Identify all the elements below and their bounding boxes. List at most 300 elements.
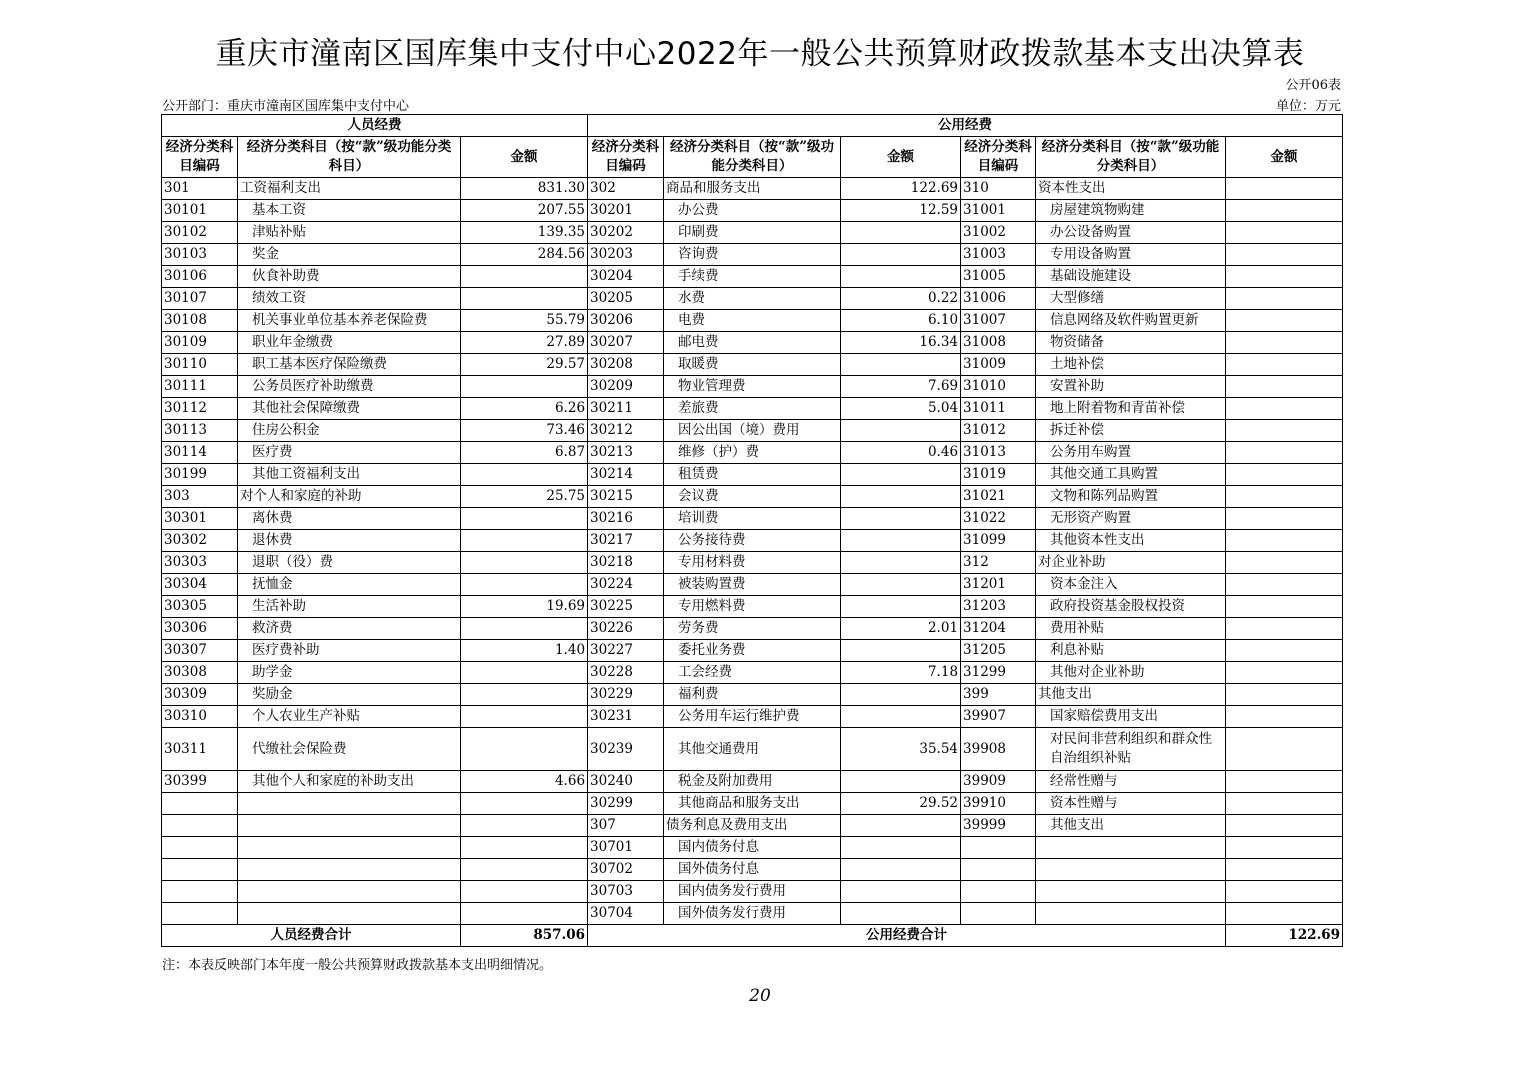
name-cell: 个人农业生产补贴 bbox=[238, 706, 461, 728]
amount-cell bbox=[1226, 640, 1343, 662]
name-cell: 经常性赠与 bbox=[1036, 771, 1226, 793]
table-row bbox=[162, 508, 1343, 530]
name-cell: 对个人和家庭的补助 bbox=[238, 486, 461, 508]
code-cell: 30206 bbox=[588, 310, 664, 332]
name-cell: 资本金注入 bbox=[1036, 574, 1226, 596]
code-cell: 31002 bbox=[961, 222, 1036, 244]
code-cell: 30205 bbox=[588, 288, 664, 310]
amount-cell bbox=[461, 881, 588, 903]
amount-cell bbox=[1226, 728, 1343, 771]
name-cell: 其他交通费用 bbox=[664, 728, 841, 771]
code-cell bbox=[961, 903, 1036, 925]
amount-cell: 29.57 bbox=[461, 354, 588, 376]
amount-cell bbox=[1226, 793, 1343, 815]
name-cell: 抚恤金 bbox=[238, 574, 461, 596]
amount-cell bbox=[461, 288, 588, 310]
name-cell: 其他商品和服务支出 bbox=[664, 793, 841, 815]
table-row bbox=[162, 815, 1343, 837]
code-cell: 30212 bbox=[588, 420, 664, 442]
amount-cell bbox=[461, 574, 588, 596]
table-row bbox=[162, 354, 1343, 376]
amount-cell bbox=[1226, 706, 1343, 728]
code-cell: 30208 bbox=[588, 354, 664, 376]
name-cell: 电费 bbox=[664, 310, 841, 332]
code-cell: 30109 bbox=[162, 332, 238, 354]
code-cell: 302 bbox=[588, 178, 664, 200]
code-cell: 30204 bbox=[588, 266, 664, 288]
amount-cell: 12.59 bbox=[841, 200, 961, 222]
name-cell bbox=[238, 881, 461, 903]
table-row bbox=[162, 464, 1343, 486]
table-row bbox=[162, 618, 1343, 640]
name-cell: 职业年金缴费 bbox=[238, 332, 461, 354]
name-cell bbox=[1036, 881, 1226, 903]
table-row bbox=[162, 200, 1343, 222]
amount-cell bbox=[461, 706, 588, 728]
name-cell: 职工基本医疗保险缴费 bbox=[238, 354, 461, 376]
amount-cell bbox=[1226, 552, 1343, 574]
name-cell: 退休费 bbox=[238, 530, 461, 552]
name-cell: 委托业务费 bbox=[664, 640, 841, 662]
code-cell: 30703 bbox=[588, 881, 664, 903]
table-row bbox=[162, 530, 1343, 552]
name-cell: 拆迁补偿 bbox=[1036, 420, 1226, 442]
amount-cell bbox=[841, 574, 961, 596]
name-cell: 公务接待费 bbox=[664, 530, 841, 552]
code-cell: 31299 bbox=[961, 662, 1036, 684]
amount-cell bbox=[1226, 354, 1343, 376]
table-row bbox=[162, 728, 1343, 771]
name-cell: 无形资产购置 bbox=[1036, 508, 1226, 530]
name-cell: 邮电费 bbox=[664, 332, 841, 354]
code-cell bbox=[162, 815, 238, 837]
code-cell: 30308 bbox=[162, 662, 238, 684]
code-cell: 30213 bbox=[588, 442, 664, 464]
name-cell: 工资福利支出 bbox=[238, 178, 461, 200]
name-cell: 基础设施建设 bbox=[1036, 266, 1226, 288]
name-cell: 对企业补助 bbox=[1036, 552, 1226, 574]
name-cell: 福利费 bbox=[664, 684, 841, 706]
code-cell: 307 bbox=[588, 815, 664, 837]
table-row bbox=[162, 178, 1343, 200]
amount-cell bbox=[841, 244, 961, 266]
amount-cell bbox=[841, 266, 961, 288]
name-cell bbox=[1036, 837, 1226, 859]
name-cell: 税金及附加费用 bbox=[664, 771, 841, 793]
code-cell: 30702 bbox=[588, 859, 664, 881]
name-cell: 对民间非营利组织和群众性自治组织补贴 bbox=[1036, 728, 1226, 771]
amount-cell bbox=[1226, 442, 1343, 464]
name-cell: 救济费 bbox=[238, 618, 461, 640]
amount-cell bbox=[1226, 530, 1343, 552]
code-cell: 30309 bbox=[162, 684, 238, 706]
code-cell: 312 bbox=[961, 552, 1036, 574]
code-cell: 30110 bbox=[162, 354, 238, 376]
name-cell: 伙食补助费 bbox=[238, 266, 461, 288]
name-cell: 物资储备 bbox=[1036, 332, 1226, 354]
code-cell: 30112 bbox=[162, 398, 238, 420]
code-cell: 30224 bbox=[588, 574, 664, 596]
code-cell: 39909 bbox=[961, 771, 1036, 793]
amount-cell: 4.66 bbox=[461, 771, 588, 793]
name-cell: 国内债务发行费用 bbox=[664, 881, 841, 903]
code-cell: 30231 bbox=[588, 706, 664, 728]
name-cell: 债务利息及费用支出 bbox=[664, 815, 841, 837]
name-cell: 差旅费 bbox=[664, 398, 841, 420]
amount-cell bbox=[461, 376, 588, 398]
code-cell: 31012 bbox=[961, 420, 1036, 442]
code-cell: 30111 bbox=[162, 376, 238, 398]
name-cell: 公务员医疗补助缴费 bbox=[238, 376, 461, 398]
name-cell: 咨询费 bbox=[664, 244, 841, 266]
name-cell: 助学金 bbox=[238, 662, 461, 684]
amount-cell: 831.30 bbox=[461, 178, 588, 200]
amount-cell bbox=[841, 837, 961, 859]
amount-cell: 73.46 bbox=[461, 420, 588, 442]
code-cell: 31011 bbox=[961, 398, 1036, 420]
code-cell: 31201 bbox=[961, 574, 1036, 596]
table-row bbox=[162, 376, 1343, 398]
name-cell bbox=[1036, 859, 1226, 881]
code-cell: 30214 bbox=[588, 464, 664, 486]
name-cell: 其他支出 bbox=[1036, 815, 1226, 837]
code-cell: 31008 bbox=[961, 332, 1036, 354]
code-cell: 30240 bbox=[588, 771, 664, 793]
name-cell: 其他交通工具购置 bbox=[1036, 464, 1226, 486]
name-cell: 安置补助 bbox=[1036, 376, 1226, 398]
name-cell bbox=[238, 815, 461, 837]
amount-cell bbox=[461, 903, 588, 925]
code-cell: 30310 bbox=[162, 706, 238, 728]
amount-cell bbox=[841, 815, 961, 837]
code-cell bbox=[162, 903, 238, 925]
table-row bbox=[162, 420, 1343, 442]
header-name: 经济分类科目（按“款”级功能分类科目） bbox=[238, 137, 461, 178]
header-name: 经济分类科目（按“款”级功能分类科目） bbox=[664, 137, 841, 178]
amount-cell bbox=[841, 859, 961, 881]
name-cell: 住房公积金 bbox=[238, 420, 461, 442]
amount-cell bbox=[1226, 596, 1343, 618]
amount-cell: 1.40 bbox=[461, 640, 588, 662]
name-cell: 资本性赠与 bbox=[1036, 793, 1226, 815]
table-row bbox=[162, 706, 1343, 728]
amount-cell bbox=[1226, 771, 1343, 793]
code-cell: 30103 bbox=[162, 244, 238, 266]
code-cell: 31019 bbox=[961, 464, 1036, 486]
column-header-row bbox=[162, 137, 1343, 178]
code-cell: 30101 bbox=[162, 200, 238, 222]
code-cell: 30216 bbox=[588, 508, 664, 530]
code-cell: 39910 bbox=[961, 793, 1036, 815]
code-cell: 30113 bbox=[162, 420, 238, 442]
amount-cell bbox=[841, 640, 961, 662]
name-cell: 会议费 bbox=[664, 486, 841, 508]
table-row bbox=[162, 662, 1343, 684]
amount-cell bbox=[841, 464, 961, 486]
amount-cell bbox=[1226, 420, 1343, 442]
code-cell: 30107 bbox=[162, 288, 238, 310]
name-cell: 公务用车运行维护费 bbox=[664, 706, 841, 728]
code-cell: 30299 bbox=[588, 793, 664, 815]
name-cell: 劳务费 bbox=[664, 618, 841, 640]
table-row bbox=[162, 596, 1343, 618]
code-cell: 303 bbox=[162, 486, 238, 508]
amount-cell: 0.22 bbox=[841, 288, 961, 310]
name-cell: 其他社会保障缴费 bbox=[238, 398, 461, 420]
amount-cell bbox=[841, 596, 961, 618]
code-cell: 31099 bbox=[961, 530, 1036, 552]
code-cell: 31021 bbox=[961, 486, 1036, 508]
name-cell: 其他资本性支出 bbox=[1036, 530, 1226, 552]
amount-cell bbox=[1226, 574, 1343, 596]
header-code: 经济分类科目编码 bbox=[588, 137, 664, 178]
amount-cell bbox=[1226, 222, 1343, 244]
name-cell: 物业管理费 bbox=[664, 376, 841, 398]
amount-cell: 19.69 bbox=[461, 596, 588, 618]
table-number: 公开06表 bbox=[1285, 78, 1341, 93]
name-cell: 专用设备购置 bbox=[1036, 244, 1226, 266]
code-cell: 30701 bbox=[588, 837, 664, 859]
amount-cell: 25.75 bbox=[461, 486, 588, 508]
name-cell: 大型修缮 bbox=[1036, 288, 1226, 310]
name-cell: 费用补贴 bbox=[1036, 618, 1226, 640]
code-cell: 30215 bbox=[588, 486, 664, 508]
code-cell: 30108 bbox=[162, 310, 238, 332]
code-cell: 39908 bbox=[961, 728, 1036, 771]
code-cell: 31003 bbox=[961, 244, 1036, 266]
name-cell: 取暖费 bbox=[664, 354, 841, 376]
name-cell: 离休费 bbox=[238, 508, 461, 530]
code-cell: 30199 bbox=[162, 464, 238, 486]
amount-cell bbox=[461, 618, 588, 640]
table-row bbox=[162, 288, 1343, 310]
amount-cell bbox=[461, 552, 588, 574]
table-row bbox=[162, 332, 1343, 354]
amount-cell: 7.18 bbox=[841, 662, 961, 684]
amount-cell bbox=[1226, 376, 1343, 398]
name-cell: 房屋建筑物购建 bbox=[1036, 200, 1226, 222]
code-cell: 30201 bbox=[588, 200, 664, 222]
amount-cell bbox=[841, 706, 961, 728]
name-cell: 地上附着物和青苗补偿 bbox=[1036, 398, 1226, 420]
code-cell bbox=[961, 837, 1036, 859]
code-cell bbox=[162, 881, 238, 903]
code-cell: 30106 bbox=[162, 266, 238, 288]
amount-cell bbox=[841, 420, 961, 442]
amount-cell bbox=[1226, 178, 1343, 200]
name-cell: 国外债务付息 bbox=[664, 859, 841, 881]
amount-cell: 6.10 bbox=[841, 310, 961, 332]
amount-cell: 55.79 bbox=[461, 310, 588, 332]
amount-cell bbox=[461, 508, 588, 530]
code-cell bbox=[961, 881, 1036, 903]
code-cell: 30307 bbox=[162, 640, 238, 662]
code-cell: 30304 bbox=[162, 574, 238, 596]
name-cell: 文物和陈列品购置 bbox=[1036, 486, 1226, 508]
name-cell bbox=[238, 837, 461, 859]
code-cell: 39907 bbox=[961, 706, 1036, 728]
amount-cell bbox=[841, 222, 961, 244]
name-cell: 被装购置费 bbox=[664, 574, 841, 596]
name-cell: 奖金 bbox=[238, 244, 461, 266]
table-row bbox=[162, 640, 1343, 662]
name-cell: 基本工资 bbox=[238, 200, 461, 222]
amount-cell: 139.35 bbox=[461, 222, 588, 244]
code-cell: 30704 bbox=[588, 903, 664, 925]
amount-cell bbox=[841, 903, 961, 925]
amount-cell: 29.52 bbox=[841, 793, 961, 815]
name-cell: 因公出国（境）费用 bbox=[664, 420, 841, 442]
amount-cell: 7.69 bbox=[841, 376, 961, 398]
name-cell bbox=[238, 859, 461, 881]
code-cell: 31009 bbox=[961, 354, 1036, 376]
name-cell: 其他个人和家庭的补助支出 bbox=[238, 771, 461, 793]
amount-cell bbox=[461, 859, 588, 881]
amount-cell bbox=[461, 464, 588, 486]
name-cell: 国内债务付息 bbox=[664, 837, 841, 859]
header-code: 经济分类科目编码 bbox=[162, 137, 238, 178]
amount-cell: 27.89 bbox=[461, 332, 588, 354]
table-row bbox=[162, 244, 1343, 266]
code-cell: 30202 bbox=[588, 222, 664, 244]
name-cell: 津贴补贴 bbox=[238, 222, 461, 244]
name-cell: 国外债务发行费用 bbox=[664, 903, 841, 925]
code-cell: 31001 bbox=[961, 200, 1036, 222]
amount-cell: 207.55 bbox=[461, 200, 588, 222]
name-cell: 医疗费补助 bbox=[238, 640, 461, 662]
name-cell bbox=[238, 903, 461, 925]
name-cell: 其他对企业补助 bbox=[1036, 662, 1226, 684]
amount-cell bbox=[1226, 464, 1343, 486]
code-cell: 31205 bbox=[961, 640, 1036, 662]
table-row bbox=[162, 222, 1343, 244]
code-cell: 31013 bbox=[961, 442, 1036, 464]
name-cell: 利息补贴 bbox=[1036, 640, 1226, 662]
amount-cell bbox=[1226, 881, 1343, 903]
amount-cell: 122.69 bbox=[841, 178, 961, 200]
amount-cell bbox=[841, 354, 961, 376]
amount-cell bbox=[841, 771, 961, 793]
amount-cell bbox=[461, 530, 588, 552]
name-cell: 生活补助 bbox=[238, 596, 461, 618]
amount-cell bbox=[841, 684, 961, 706]
code-cell: 301 bbox=[162, 178, 238, 200]
section-header-row bbox=[162, 115, 1343, 137]
amount-cell bbox=[1226, 618, 1343, 640]
code-cell: 30229 bbox=[588, 684, 664, 706]
code-cell: 30227 bbox=[588, 640, 664, 662]
totals-row bbox=[162, 925, 1343, 947]
amount-cell bbox=[1226, 486, 1343, 508]
amount-cell: 6.87 bbox=[461, 442, 588, 464]
code-cell: 30217 bbox=[588, 530, 664, 552]
name-cell bbox=[238, 793, 461, 815]
code-cell: 30226 bbox=[588, 618, 664, 640]
code-cell bbox=[961, 859, 1036, 881]
table-row bbox=[162, 486, 1343, 508]
table-row bbox=[162, 552, 1343, 574]
header-amount: 金额 bbox=[1226, 137, 1343, 178]
code-cell: 310 bbox=[961, 178, 1036, 200]
code-cell: 30303 bbox=[162, 552, 238, 574]
expenditure-table bbox=[161, 114, 1343, 947]
amount-cell: 16.34 bbox=[841, 332, 961, 354]
name-cell: 其他支出 bbox=[1036, 684, 1226, 706]
amount-cell bbox=[461, 793, 588, 815]
amount-cell bbox=[841, 486, 961, 508]
table-row bbox=[162, 574, 1343, 596]
name-cell: 工会经费 bbox=[664, 662, 841, 684]
name-cell: 国家赔偿费用支出 bbox=[1036, 706, 1226, 728]
name-cell: 公务用车购置 bbox=[1036, 442, 1226, 464]
amount-cell bbox=[461, 728, 588, 771]
code-cell: 30218 bbox=[588, 552, 664, 574]
amount-cell bbox=[841, 530, 961, 552]
name-cell: 机关事业单位基本养老保险费 bbox=[238, 310, 461, 332]
name-cell: 办公费 bbox=[664, 200, 841, 222]
name-cell: 奖励金 bbox=[238, 684, 461, 706]
code-cell: 31006 bbox=[961, 288, 1036, 310]
code-cell: 30102 bbox=[162, 222, 238, 244]
amount-cell bbox=[1226, 288, 1343, 310]
code-cell: 30301 bbox=[162, 508, 238, 530]
amount-cell: 0.46 bbox=[841, 442, 961, 464]
name-cell: 商品和服务支出 bbox=[664, 178, 841, 200]
table-row bbox=[162, 837, 1343, 859]
table-row bbox=[162, 266, 1343, 288]
name-cell: 政府投资基金股权投资 bbox=[1036, 596, 1226, 618]
code-cell: 31010 bbox=[961, 376, 1036, 398]
table-row bbox=[162, 881, 1343, 903]
name-cell: 医疗费 bbox=[238, 442, 461, 464]
amount-cell bbox=[1226, 200, 1343, 222]
name-cell: 绩效工资 bbox=[238, 288, 461, 310]
amount-cell bbox=[1226, 332, 1343, 354]
name-cell: 土地补偿 bbox=[1036, 354, 1226, 376]
amount-cell bbox=[1226, 859, 1343, 881]
amount-cell bbox=[1226, 244, 1343, 266]
name-cell: 水费 bbox=[664, 288, 841, 310]
public-total-label: 公用经费合计 bbox=[588, 925, 1226, 947]
footnote: 注：本表反映部门本年度一般公共预算财政拨款基本支出明细情况。 bbox=[162, 958, 553, 973]
code-cell: 31204 bbox=[961, 618, 1036, 640]
name-cell: 维修（护）费 bbox=[664, 442, 841, 464]
amount-cell: 6.26 bbox=[461, 398, 588, 420]
amount-cell bbox=[1226, 508, 1343, 530]
code-cell: 30211 bbox=[588, 398, 664, 420]
code-cell: 30306 bbox=[162, 618, 238, 640]
amount-cell bbox=[1226, 310, 1343, 332]
table-row bbox=[162, 442, 1343, 464]
page-number: 20 bbox=[749, 986, 771, 1006]
code-cell bbox=[162, 793, 238, 815]
name-cell: 租赁费 bbox=[664, 464, 841, 486]
table-row bbox=[162, 793, 1343, 815]
name-cell: 代缴社会保险费 bbox=[238, 728, 461, 771]
code-cell bbox=[162, 859, 238, 881]
table-row bbox=[162, 771, 1343, 793]
code-cell: 30302 bbox=[162, 530, 238, 552]
amount-cell bbox=[1226, 837, 1343, 859]
name-cell: 退职（役）费 bbox=[238, 552, 461, 574]
name-cell: 信息网络及软件购置更新 bbox=[1036, 310, 1226, 332]
amount-cell bbox=[1226, 903, 1343, 925]
table-row bbox=[162, 684, 1343, 706]
table-row bbox=[162, 310, 1343, 332]
code-cell: 30399 bbox=[162, 771, 238, 793]
amount-cell bbox=[1226, 684, 1343, 706]
name-cell: 办公设备购置 bbox=[1036, 222, 1226, 244]
